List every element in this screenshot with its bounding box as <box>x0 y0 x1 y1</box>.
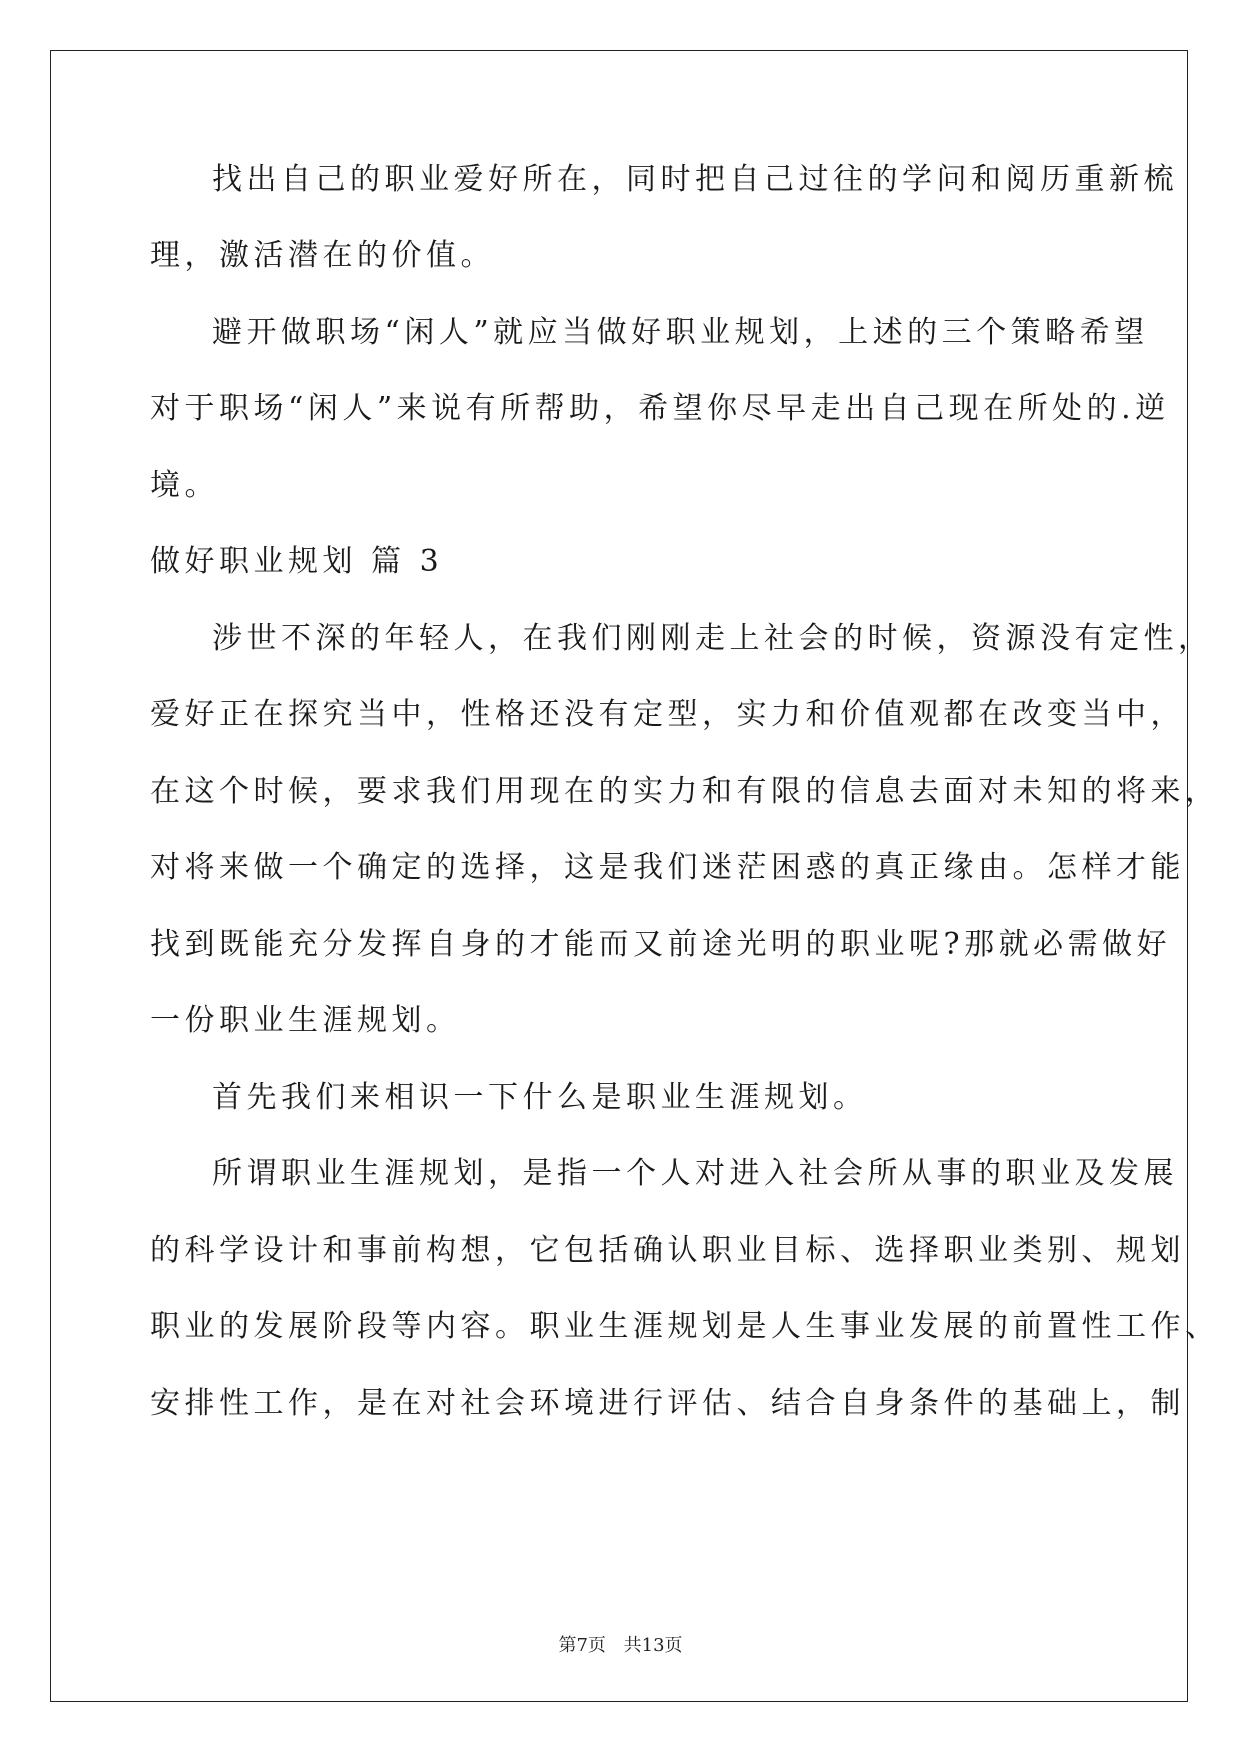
section-heading: 做好职业规划 篇 3 <box>150 544 444 579</box>
paragraph-line: 境。 <box>150 468 219 503</box>
page-footer <box>0 1634 1241 1658</box>
paragraph-line: 找到既能充分发挥自身的才能而又前途光明的职业呢?那就必需做好 <box>150 927 1172 962</box>
paragraph-line: 安排性工作，是在对社会环境进行评估、结合自身条件的基础上，制 <box>150 1386 1185 1421</box>
paragraph-line: 避开做职场“闲人”就应当做好职业规划，上述的三个策略希望 <box>212 315 1149 350</box>
page-total: 共13页 <box>623 1635 683 1656</box>
paragraph-line: 职业的发展阶段等内容。职业生涯规划是人生事业发展的前置性工作、 <box>150 1309 1220 1344</box>
paragraph-line: 涉世不深的年轻人，在我们刚刚走上社会的时候，资源没有定性， <box>212 621 1213 656</box>
paragraph-line: 一份职业生涯规划。 <box>150 1003 461 1038</box>
paragraph-line: 理，激活潜在的价值。 <box>150 238 495 273</box>
paragraph-line: 在这个时候，要求我们用现在的实力和有限的信息去面对未知的将来， <box>150 774 1220 809</box>
paragraph-line: 爱好正在探究当中，性格还没有定型，实力和价值观都在改变当中， <box>150 697 1185 732</box>
paragraph-line: 对于职场“闲人”来说有所帮助，希望你尽早走出自己现在所处的.逆 <box>150 391 1170 426</box>
paragraph-line: 首先我们来相识一下什么是职业生涯规划。 <box>212 1080 868 1115</box>
paragraph-line: 找出自己的职业爱好所在，同时把自己过往的学问和阅历重新梳 <box>212 162 1178 197</box>
paragraph-line: 所谓职业生涯规划，是指一个人对进入社会所从事的职业及发展 <box>212 1156 1178 1191</box>
page-number: 第7页 <box>558 1635 606 1656</box>
paragraph-line: 的科学设计和事前构想，它包括确认职业目标、选择职业类别、规划 <box>150 1233 1185 1268</box>
paragraph-line: 对将来做一个确定的选择，这是我们迷茫困惑的真正缘由。怎样才能 <box>150 850 1185 885</box>
